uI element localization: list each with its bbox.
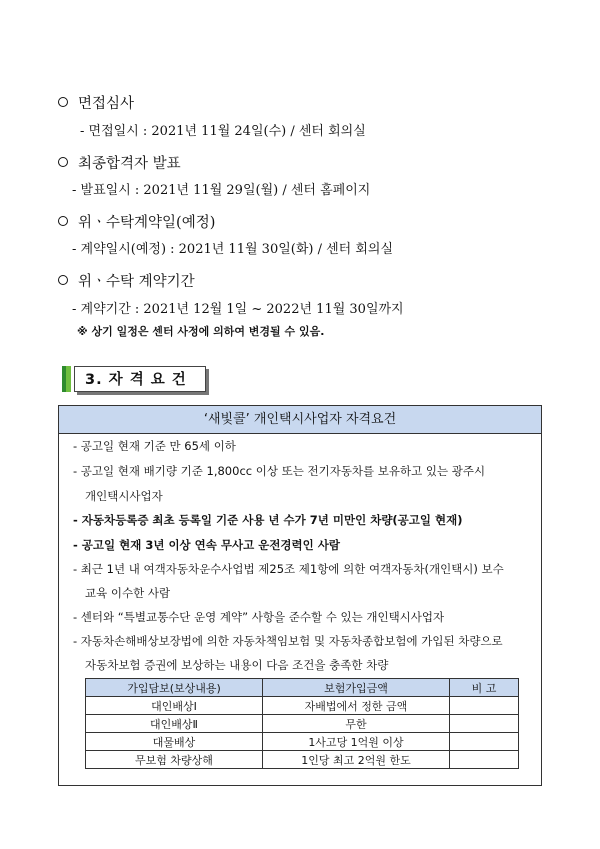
table-row (86, 733, 519, 751)
schedule-heading-contract-period: 위ㆍ수탁 계약기간 (58, 270, 195, 291)
table-cell (450, 751, 519, 769)
qualification-line: 자동차보험 증권에 보상하는 내용이 다음 조건을 충족한 차량 (85, 658, 389, 672)
qualifications-box (58, 405, 542, 786)
qualifications-title: ‘새빛콜’ 개인택시사업자 자격요건 (59, 406, 541, 434)
table-header-cell: 보험가입금액 (263, 679, 450, 697)
qualification-line: - 공고일 현재 기준 만 65세 이하 (73, 439, 236, 453)
table-cell: 대물배상 (86, 733, 263, 751)
table-cell: 1인당 최고 2억원 한도 (263, 751, 450, 769)
table-cell: 무보험 차량상해 (86, 751, 263, 769)
coverage-table (85, 678, 519, 769)
qualification-line: - 최근 1년 내 여객자동차운수사업법 제25조 제1항에 의한 여객자동차(개인택시) 보수 (73, 562, 504, 576)
schedule-note: ※ 상기 일정은 센터 사정에 의하여 변경될 수 있음. (77, 325, 325, 338)
qualification-line: - 공고일 현재 배기량 기준 1,800cc 이상 또는 전기자동차를 보유하고 있는 광주시 (73, 464, 486, 478)
table-row (86, 751, 519, 769)
circle-bullet-icon (58, 216, 68, 226)
table-cell: 1사고당 1억원 이상 (263, 733, 450, 751)
schedule-heading-interview: 면접심사 (58, 92, 134, 113)
table-cell (450, 697, 519, 715)
circle-bullet-icon (58, 97, 68, 107)
schedule-detail-interview: - 면접일시 : 2021년 11월 24일(수) / 센터 회의실 (80, 124, 366, 139)
qualification-line: 개인택시사업자 (85, 489, 163, 503)
table-cell: 무한 (263, 715, 450, 733)
circle-bullet-icon (58, 157, 68, 167)
table-cell: 대인배상Ⅱ (86, 715, 263, 733)
section-title: 3. 자 격 요 건 (74, 366, 206, 392)
qualification-line: - 자동차손해배상보장법에 의한 자동차책임보험 및 자동차종합보험에 가입된 차량으로 (73, 634, 503, 648)
qualification-line: 교육 이수한 사람 (85, 586, 171, 600)
table-header-row (86, 679, 519, 697)
schedule-detail-contract-date: - 계약일시(예정) : 2021년 11월 30일(화) / 센터 회의실 (72, 242, 394, 257)
schedule-detail-contract-period: - 계약기간 : 2021년 12월 1일 ~ 2022년 11월 30일까지 (72, 302, 404, 317)
circle-bullet-icon (58, 275, 68, 285)
section-marker-bar (62, 366, 71, 392)
table-cell (450, 715, 519, 733)
schedule-detail-announcement: - 발표일시 : 2021년 11월 29일(월) / 센터 홈페이지 (72, 183, 371, 198)
table-header-cell: 가입담보(보상내용) (86, 679, 263, 697)
schedule-heading-announcement: 최종합격자 발표 (58, 152, 181, 173)
table-cell: 자배법에서 정한 금액 (263, 697, 450, 715)
qualification-line: - 자동차등록증 최초 등록일 기준 사용 년 수가 7년 미만인 차량(공고일 현재) (73, 513, 463, 527)
qualification-line: - 센터와 “특별교통수단 운영 계약” 사항을 준수할 수 있는 개인택시사업자 (73, 610, 445, 624)
table-row (86, 715, 519, 733)
table-row (86, 697, 519, 715)
table-cell: 대인배상Ⅰ (86, 697, 263, 715)
schedule-heading-contract-date: 위ㆍ수탁계약일(예정) (58, 211, 215, 232)
table-header-cell: 비 고 (450, 679, 519, 697)
table-cell (450, 733, 519, 751)
qualification-line: - 공고일 현재 3년 이상 연속 무사고 운전경력인 사람 (73, 538, 340, 552)
